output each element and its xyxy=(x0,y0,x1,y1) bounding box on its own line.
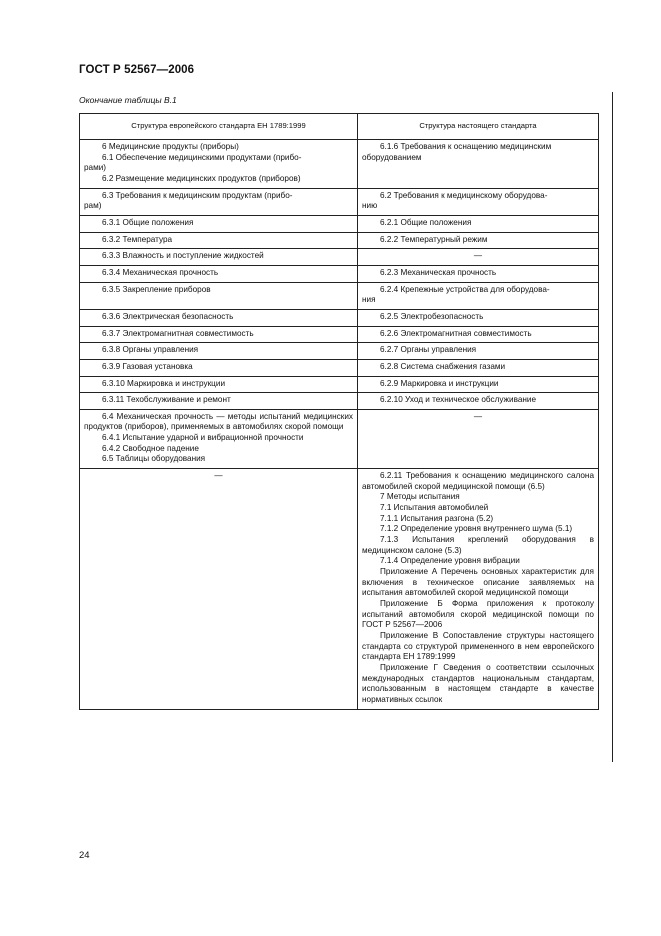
cell-line: 6.2.11 Требования к оснащению медицинского салона автомобилей скорой медицинской помощи (6.5) xyxy=(362,471,594,491)
cell-line: 6.2.6 Электромагнитная совместимость xyxy=(380,328,532,338)
cell-line: 6.2.7 Органы управления xyxy=(380,345,477,355)
cell-line: 6.2.2 Температурный режим xyxy=(380,234,488,244)
cell-line: 6.3.6 Электрическая безопасность xyxy=(102,311,234,321)
cell-national-structure xyxy=(358,232,599,249)
table-row xyxy=(80,376,599,393)
cell-national-structure xyxy=(358,188,599,215)
cell-national-structure xyxy=(358,265,599,282)
cell-european-structure xyxy=(80,140,358,189)
cell-european-structure xyxy=(80,376,358,393)
cell-line: 6.2.9 Маркировка и инструкции xyxy=(380,378,499,388)
cell-line: 6.2.3 Механическая прочность xyxy=(380,267,497,277)
column-header-national: Структура настоящего стандарта xyxy=(358,114,599,140)
table-row xyxy=(80,140,599,189)
table-body xyxy=(80,140,599,710)
cell-line: 7.1.1 Испытания разгона (5.2) xyxy=(380,513,494,523)
cell-national-structure xyxy=(358,215,599,232)
cell-european-structure xyxy=(80,188,358,215)
cell-line: 7.1.2 Определение уровня внутреннего шума (5.1) xyxy=(380,524,573,534)
cell-line: оборудованием xyxy=(362,152,422,162)
cell-line: — xyxy=(214,471,223,481)
cell-european-structure xyxy=(80,469,358,709)
cell-line: 7.1 Испытания автомобилей xyxy=(380,503,489,513)
cell-national-structure xyxy=(358,343,599,360)
table-row xyxy=(80,309,599,326)
cell-national-structure xyxy=(358,393,599,410)
cell-national-structure xyxy=(358,140,599,189)
cell-line: 7.1.4 Определение уровня вибрации xyxy=(380,556,520,566)
page-edge-rule xyxy=(612,92,613,762)
cell-line: 6.3.8 Органы управления xyxy=(102,345,199,355)
table-row xyxy=(80,343,599,360)
cell-line: 6.3.3 Влажность и поступление жидкостей xyxy=(102,251,264,261)
cell-european-structure xyxy=(80,393,358,410)
cell-european-structure xyxy=(80,326,358,343)
cell-line: 6.3.1 Общие положения xyxy=(102,217,194,227)
table-row xyxy=(80,232,599,249)
cell-line: 6.2.4 Крепежные устройства для оборудова- xyxy=(380,284,550,294)
cell-line: 6.3.4 Механическая прочность xyxy=(102,267,219,277)
cell-line: 6.3.5 Закрепление приборов xyxy=(102,284,211,294)
cell-european-structure xyxy=(80,232,358,249)
cell-european-structure xyxy=(80,249,358,266)
cell-line: ния xyxy=(362,295,376,305)
cell-line: 6.3.2 Температура xyxy=(102,234,173,244)
cell-line: 6.3 Требования к медицинским продуктам (прибо- xyxy=(102,190,293,200)
cell-line: — xyxy=(473,411,483,421)
cell-line: Приложение Г Сведения о соответствии ссылочных международных стандартов национальным стандартам, использованным в настоящем стандарте в качестве нормативных ссылок xyxy=(362,662,594,704)
cell-line: 6.5 Таблицы оборудования xyxy=(102,454,206,464)
table-row xyxy=(80,265,599,282)
cell-national-structure xyxy=(358,282,599,309)
cell-european-structure xyxy=(80,359,358,376)
cell-line: 6 Медицинские продукты (приборы) xyxy=(102,142,239,151)
cell-line: нию xyxy=(362,201,378,211)
table-row xyxy=(80,249,599,266)
cell-european-structure xyxy=(80,409,358,468)
cell-line: Приложение В Сопоставление структуры настоящего стандарта со структурой примененного в нем европейского стандарта ЕН 1789:1999 xyxy=(362,630,594,662)
cell-european-structure xyxy=(80,265,358,282)
cell-national-structure xyxy=(358,469,599,709)
cell-line: 6.1.6 Требования к оснащению медицинским xyxy=(380,142,552,151)
cell-line: 7.1.3 Испытания креплений оборудования в медицинском салоне (5.3) xyxy=(362,535,594,555)
table-row xyxy=(80,409,599,468)
document-title: ГОСТ Р 52567—2006 xyxy=(79,64,195,76)
cell-line: 6.3.10 Маркировка и инструкции xyxy=(102,378,226,388)
table-row xyxy=(80,393,599,410)
cell-national-structure xyxy=(358,409,599,468)
column-header-european: Структура европейского стандарта ЕН 1789:1999 xyxy=(80,114,358,140)
comparison-table xyxy=(79,113,599,710)
cell-line: 6.3.7 Электромагнитная совместимость xyxy=(102,328,254,338)
cell-line: 6.2.10 Уход и техническое обслуживание xyxy=(380,395,537,405)
cell-line: Приложение Б Форма приложения к протоколу испытаний автомобиля скорой медицинской помощи по ГОСТ Р 52567—2006 xyxy=(362,598,594,630)
cell-line: 6.2 Требования к медицинскому оборудова- xyxy=(380,190,548,200)
cell-national-structure xyxy=(358,359,599,376)
cell-line: 6.4.2 Свободное падение xyxy=(102,443,199,453)
cell-european-structure xyxy=(80,215,358,232)
cell-line: 7 Методы испытания xyxy=(380,492,460,502)
cell-line: 6.4.1 Испытание ударной и вибрационной прочности xyxy=(102,433,304,443)
cell-european-structure xyxy=(80,282,358,309)
page-number: 24 xyxy=(79,850,90,861)
cell-line: Приложение А Перечень основных характеристик для включения в техническое описание заявляемых на испытания автомобилей скорой медицинской помощи xyxy=(362,567,594,598)
cell-line: 6.2.1 Общие положения xyxy=(380,217,472,227)
table-row xyxy=(80,469,599,709)
cell-european-structure xyxy=(80,309,358,326)
table-caption: Окончание таблицы В.1 xyxy=(79,95,177,105)
cell-line: 6.3.11 Техобслуживание и ремонт xyxy=(102,395,231,405)
cell-line: 6.2 Размещение медицинских продуктов (приборов) xyxy=(102,173,301,183)
cell-national-structure xyxy=(358,376,599,393)
table-row xyxy=(80,188,599,215)
cell-line: 6.4 Механическая прочность — методы испытаний медицинских продуктов (приборов), применяемых в автомобилях скорой помощи xyxy=(84,411,353,432)
cell-line: рам) xyxy=(84,201,102,211)
table-row xyxy=(80,215,599,232)
cell-line: — xyxy=(473,251,483,261)
table-row xyxy=(80,282,599,309)
table-header-row xyxy=(80,114,599,140)
table-row xyxy=(80,326,599,343)
cell-line: 6.2.8 Система снабжения газами xyxy=(380,361,506,371)
table-row xyxy=(80,359,599,376)
cell-national-structure xyxy=(358,326,599,343)
cell-european-structure xyxy=(80,343,358,360)
cell-line: 6.3.9 Газовая установка xyxy=(102,361,193,371)
cell-line: 6.1 Обеспечение медицинскими продуктами (прибо- xyxy=(102,152,302,162)
cell-line: 6.2.5 Электробезопасность xyxy=(380,311,484,321)
cell-national-structure xyxy=(358,249,599,266)
cell-national-structure xyxy=(358,309,599,326)
cell-line: рами) xyxy=(84,163,107,173)
